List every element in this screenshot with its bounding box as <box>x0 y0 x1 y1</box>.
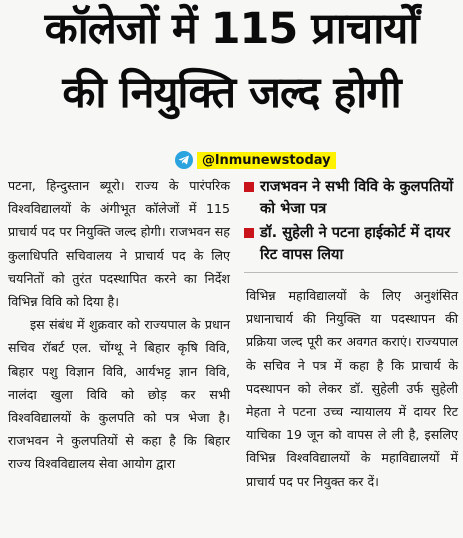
highlight-text: डॉ. सुहेली ने पटना हाईकोर्ट में दायर रिट वापस लिया <box>260 224 451 263</box>
article-paragraph-3: विभिन्न महाविद्यालयों के लिए अनुशंसित प्रधानाचार्य की नियुक्ति या पदस्थापन की प्रक्रिया जल्द पूरी कर अवगत कराएं। राज्यपाल के सचिव ने पत्र में कहा है कि प्राचार्य के पदस्थापन को लेकर डॉ. सुहेली उर्फ सुहेली मेहता ने पटना उच्च न्यायालय में दायर रिट याचिका 19 जून को वापस ले ली है, इसलिए विभिन्न विश्वविद्यालयों के महाविद्यालयों में प्राचार्य पद पर नियुक्त कर दें। <box>246 288 458 489</box>
headline-line-1: कॉलेजों में 115 प्राचार्यों <box>44 4 419 54</box>
headline-line-2: की नियुक्ति जल्द होगी <box>62 68 401 118</box>
article-paragraph-1: पटना, हिन्दुस्तान ब्यूरो। राज्य के पारंपरिक विश्वविद्यालयों के अंगीभूत कॉलेजों में 115 प्राचार्य पद पर नियुक्ति जल्द होगी। राजभवन सह कुलाधिपति सचिवालय ने प्राचार्य पद के लिए चयनितों को तुरंत पदस्थापित करने का निर्देश विभिन्न विवि को दिया है। <box>8 178 230 310</box>
telegram-handle-text: @lnmunewstoday <box>197 152 336 169</box>
highlights-box <box>244 176 458 268</box>
telegram-handle-badge <box>175 151 336 169</box>
square-bullet-icon <box>244 228 254 238</box>
article-right-column <box>246 284 458 493</box>
article-left-column <box>8 174 230 476</box>
telegram-icon <box>175 151 193 169</box>
square-bullet-icon <box>244 182 254 192</box>
article-paragraph-2: इस संबंध में शुक्रवार को राज्यपाल के प्रधान सचिव रॉबर्ट एल. चोंग्थू ने बिहार कृषि विवि, बिहार पशु विज्ञान विवि, आर्यभट्ट ज्ञान विवि, नालंदा खुला विवि को छोड़ कर सभी विश्वविद्यालयों के कुलपति को पत्र भेजा है। राजभवन ने कुलपतियों से कहा है कि बिहार राज्य विश्वविद्यालय सेवा आयोग द्वारा <box>8 317 230 472</box>
highlight-item <box>244 176 458 220</box>
highlights-divider <box>244 272 458 273</box>
highlight-item <box>244 222 458 266</box>
highlight-text: राजभवन ने सभी विवि के कुलपतियों को भेजा पत्र <box>260 178 454 217</box>
